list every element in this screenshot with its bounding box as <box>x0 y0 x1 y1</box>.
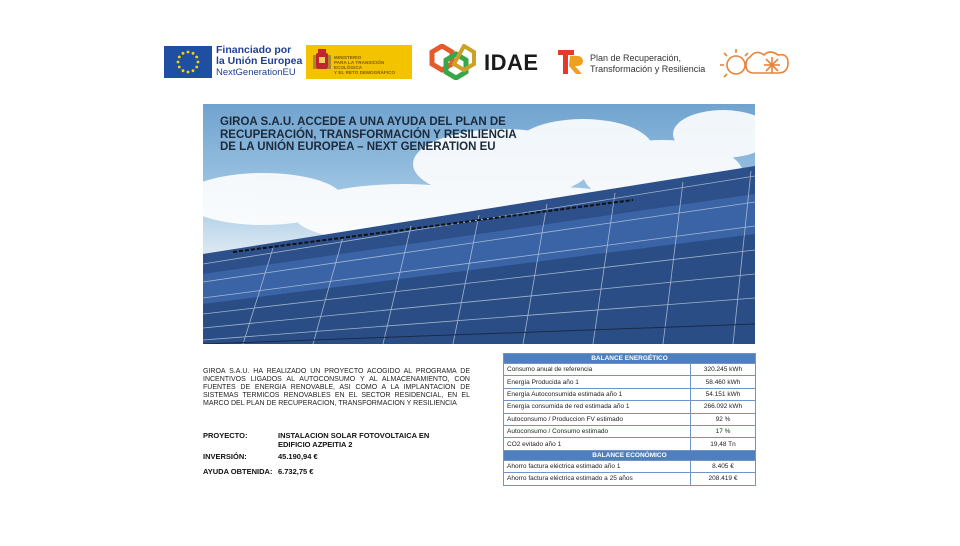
table-row <box>504 376 756 388</box>
row-value: 266.092 kWh <box>691 401 756 413</box>
ayuda-row <box>203 467 314 476</box>
proyecto-value: INSTALACION SOLAR FOTOVOLTAICA EN EDIFICIO AZPEITIA 2 <box>278 431 430 449</box>
inversion-row <box>203 452 318 461</box>
table-row <box>504 438 756 450</box>
row-label: Ahorro factura eléctrica estimado a 25 años <box>504 473 691 485</box>
eu-line-1: Financiado por <box>216 44 292 56</box>
ayuda-label: AYUDA OBTENIDA: <box>203 467 273 476</box>
table-row <box>504 425 756 437</box>
row-value: 208.419 € <box>691 473 756 485</box>
coat-of-arms-icon <box>310 47 334 77</box>
row-value: 54.151 kWh <box>691 388 756 400</box>
idae-logo-icon <box>428 44 478 80</box>
balance-economico-header: BALANCE ECONÓMICO <box>504 450 756 460</box>
table-row <box>504 413 756 425</box>
plan-line-2: Transformación y Resiliencia <box>590 64 706 74</box>
idae-logo-text: IDAE <box>484 50 539 75</box>
eu-line-2: la Unión Europea <box>216 55 303 67</box>
row-label: Consumo anual de referencia <box>504 364 691 376</box>
row-label: Energía Autoconsumida estimada año 1 <box>504 388 691 400</box>
ministerio-line-1: MINISTERIO <box>334 55 362 60</box>
logo-strip <box>0 0 960 110</box>
plan-recuperacion-text <box>590 53 705 75</box>
balance-energetico-header-row <box>504 354 756 364</box>
plan-line-1: Plan de Recuperación, <box>590 53 682 63</box>
eu-line-3: NextGenerationEU <box>216 67 296 78</box>
row-label: Energía Producida año 1 <box>504 376 691 388</box>
sun-snowflake-icon <box>714 45 798 81</box>
row-label: CO2 evitado año 1 <box>504 438 691 450</box>
ministerio-line-3: Y EL RETO DEMOGRÁFICO <box>334 70 396 75</box>
row-value: 17 % <box>691 425 756 437</box>
balance-economico-header-row <box>504 450 756 460</box>
row-label: Energía consumida de red estimada año 1 <box>504 401 691 413</box>
eu-flag-icon <box>164 46 212 78</box>
inversion-value: 45.190,94 € <box>278 452 318 461</box>
table-row <box>504 473 756 485</box>
ministerio-line-2: PARA LA TRANSICIÓN ECOLÓGICA <box>334 60 385 70</box>
row-value: 8.405 € <box>691 460 756 472</box>
row-value: 92 % <box>691 413 756 425</box>
hero-solar-panels-image <box>203 104 755 344</box>
row-value: 58.460 kWh <box>691 376 756 388</box>
proyecto-row <box>203 431 430 449</box>
eu-funding-text <box>216 45 302 78</box>
row-value: 320.245 kWh <box>691 364 756 376</box>
row-label: Autoconsumo / Produccion FV estimado <box>504 413 691 425</box>
row-label: Ahorro factura eléctrica estimado año 1 <box>504 460 691 472</box>
hero-title: GIROA S.A.U. ACCEDE A UNA AYUDA DEL PLAN DE RECUPERACIÓN, TRANSFORMACIÓN Y RESILIENCIA DE LA UNIÓN EUROPEA – NEXT GENERATION EU <box>220 116 517 153</box>
balance-energetico-header: BALANCE ENERGÉTICO <box>504 354 756 364</box>
inversion-label: INVERSIÓN: <box>203 452 247 461</box>
project-description: GIROA S.A.U. HA REALIZADO UN PROYECTO ACOGIDO AL PROGRAMA DE INCENTIVOS LIGADOS AL AUTOCONSUMO Y AL ALMACENAMIENTO, CON FUENTES DE ENERGIA RENOVABLE, ASI COMO A LA IMPLANTACION DE SISTEMAS TERMICOS RENOVABLES EN EL SECTOR RESIDENCIAL, EN EL MARCO DEL PLAN DE RECUPERACION, TRANSFORMACION Y RESILIENCIA <box>203 368 470 407</box>
ayuda-value: 6.732,75 € <box>278 467 314 476</box>
row-label: Autoconsumo / Consumo estimado <box>504 425 691 437</box>
table-row <box>504 388 756 400</box>
row-value: 19,48 Tn <box>691 438 756 450</box>
table-row <box>504 401 756 413</box>
table-row <box>504 460 756 472</box>
plan-recuperacion-icon <box>556 48 586 76</box>
balance-table <box>503 353 756 486</box>
proyecto-label: PROYECTO: <box>203 431 248 440</box>
table-row <box>504 364 756 376</box>
ministerio-logo <box>306 45 412 79</box>
